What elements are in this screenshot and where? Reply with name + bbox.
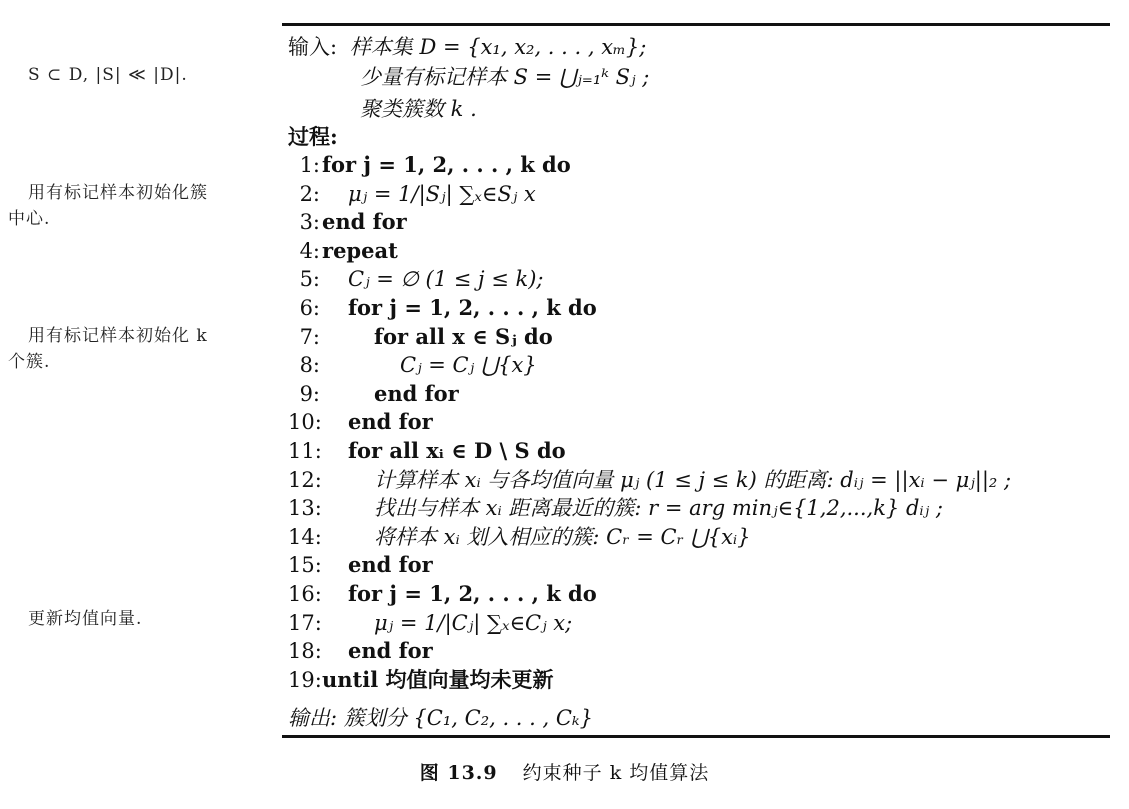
line-number: 3: [299,210,320,235]
algorithm-line [288,408,433,436]
line-number: 15: [288,553,322,578]
input-cluster-count: 聚类簇数 k . [360,97,477,121]
algorithm-line [288,237,398,265]
line-number: 12: [288,467,322,492]
figure-title: 约束种子 k 均值算法 [522,762,710,784]
algorithm-line [288,466,1011,494]
line-body: end for [322,209,407,235]
margin-note-text: S ⊂ D, |S| ≪ |D|. [28,65,188,85]
bottom-rule [282,735,1110,738]
input-line-2 [360,63,649,91]
line-body: for all xᵢ ∈ D \ S do [348,438,566,463]
margin-note-text: 更新均值向量. [28,609,143,629]
line-number: 14: [288,524,322,549]
margin-note-text: 个簇. [8,352,51,372]
algorithm-line [288,551,433,579]
algorithm-line [288,666,554,694]
line-number: 8: [299,353,320,378]
figure-caption [0,758,1129,785]
algorithm-line [288,523,751,551]
line-number: 1: [299,153,320,177]
input-line-1 [288,33,646,61]
algorithm-line [288,637,433,665]
input-dataset: 样本集 D = {x₁, x₂, . . . , xₘ}; [349,35,647,59]
margin-note-init-centers [8,180,208,232]
line-body: 将样本 xᵢ 划入相应的簇: Cᵣ = Cᵣ ⋃{xᵢ} [374,524,751,549]
input-line-3 [360,95,477,123]
line-body: end for [374,380,459,406]
line-number: 9: [299,381,320,406]
process-label-text: 过程: [288,124,338,149]
output-line [288,704,593,732]
margin-note-init-clusters [8,323,208,375]
line-number: 6: [299,296,320,320]
line-number: 19: [288,667,322,692]
margin-note-text: 用有标记样本初始化簇 [28,183,208,203]
algorithm-line [288,351,537,379]
algorithm-line [288,180,536,208]
algorithm-line [288,208,407,236]
line-number: 11: [288,439,322,463]
algorithm-line [288,437,566,465]
line-number: 5: [299,267,320,292]
top-rule [282,23,1110,26]
figure-number: 图 13.9 [419,762,498,784]
line-body: 计算样本 xᵢ 与各均值向量 μⱼ (1 ≤ j ≤ k) 的距离: dᵢⱼ = ||xᵢ − μⱼ||₂ ; [374,467,1012,492]
line-body: repeat [322,237,398,263]
margin-note-update [28,606,142,632]
algorithm-line [288,580,597,608]
line-body: Cⱼ = ∅ (1 ≤ j ≤ k); [348,267,544,292]
input-labeled-samples: 少量有标记样本 S = ⋃ⱼ₌₁ᵏ Sⱼ ; [360,65,650,89]
line-number: 7: [299,324,320,349]
line-number: 16: [288,582,322,606]
line-number: 18: [288,639,322,664]
input-label: 输入: [288,35,338,59]
line-body: 找出与样本 xᵢ 距离最近的簇: r = arg minⱼ∈{1,2,...,k} dᵢⱼ ; [374,496,943,521]
line-body: for j = 1, 2, . . . , k do [348,295,597,320]
algorithm-line [288,323,553,351]
line-body: end for [348,552,433,578]
line-body: for j = 1, 2, . . . , k do [348,581,597,606]
line-number: 13: [288,496,322,521]
line-body: for all x ∈ Sⱼ do [374,323,553,349]
algorithm-line [288,609,572,637]
margin-note-text: 用有标记样本初始化 k [28,326,208,346]
line-body: until 均值向量均未更新 [322,666,554,692]
output-text: 输出: 簇划分 {C₁, C₂, . . . , Cₖ} [288,706,593,730]
line-body: for j = 1, 2, . . . , k do [322,152,571,177]
margin-note-text: 中心. [8,209,51,229]
line-body: μⱼ = 1/|Cⱼ| ∑ₓ∈Cⱼ x; [374,610,573,635]
algorithm-line [288,294,597,322]
algorithm-line [288,265,543,293]
line-body: μⱼ = 1/|Sⱼ| ∑ₓ∈Sⱼ x [348,181,536,206]
line-number: 10: [288,410,322,435]
process-label [288,123,338,151]
algorithm-line [288,380,459,408]
line-number: 17: [288,610,322,635]
line-body: end for [348,409,433,435]
algorithm-line [288,151,571,179]
algorithm-line [288,494,943,522]
line-number: 4: [299,238,320,263]
line-body: Cⱼ = Cⱼ ⋃{x} [400,353,537,378]
line-number: 2: [299,181,320,206]
margin-note-constraint [28,62,188,88]
line-body: end for [348,638,433,664]
